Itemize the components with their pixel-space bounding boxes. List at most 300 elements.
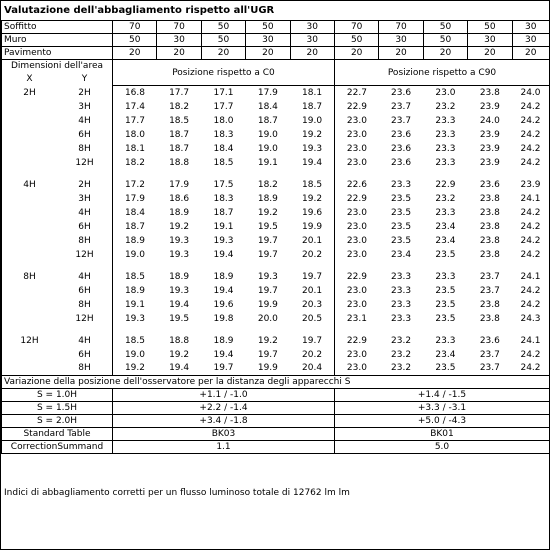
ugr-value-c90: 23.9 <box>479 143 500 154</box>
ugr-value-c90: 23.6 <box>479 335 500 346</box>
ugr-value-c90: 23.4 <box>435 349 456 360</box>
ugr-value-c0: 19.3 <box>213 235 234 246</box>
table-row <box>2 206 550 220</box>
reflectance-value: 20 <box>468 47 512 60</box>
ugr-value-c90: 24.2 <box>512 220 549 234</box>
reflectance-value: 50 <box>423 34 467 47</box>
ugr-value-c90: 22.9 <box>346 101 367 112</box>
ugr-value-c0: 18.9 <box>257 193 278 204</box>
ugr-value-c0: 18.2 <box>124 157 145 168</box>
ugr-value-c90: 23.5 <box>435 299 456 310</box>
header-row <box>2 60 550 73</box>
y-dimension: 6H <box>57 284 113 298</box>
spacer-cell <box>57 170 113 178</box>
ugr-value-c0: 19.1 <box>257 157 278 168</box>
ugr-value-c90: 24.2 <box>512 142 549 156</box>
ugr-value-c0: 18.9 <box>213 335 234 346</box>
room-dims-header: Dimensioni dell'area <box>2 60 113 73</box>
ugr-value-c90: 23.0 <box>346 207 367 218</box>
ugr-value-c90: 24.1 <box>512 334 549 348</box>
ugr-value-c90: 22.7 <box>346 87 367 98</box>
ugr-value-c0: 19.3 <box>257 271 278 282</box>
y-dimension: 2H <box>57 178 113 192</box>
x-dimension <box>2 100 58 114</box>
variation-c90: +1.4 / -1.5 <box>334 389 549 402</box>
ugr-value-c90: 23.3 <box>435 129 456 140</box>
reflectance-row <box>2 34 550 47</box>
ugr-value-c0: 19.3 <box>169 285 190 296</box>
ugr-value-c90: 24.2 <box>512 114 549 128</box>
correction-summand-c0: 1.1 <box>113 441 335 454</box>
ugr-value-c0: 19.0 <box>124 249 145 260</box>
ugr-value-c90: 23.2 <box>391 349 412 360</box>
reflectance-row <box>2 21 550 34</box>
ugr-value-c0: 19.0 <box>257 143 278 154</box>
ugr-value-c0: 19.7 <box>257 285 278 296</box>
ugr-value-c90: 23.2 <box>391 363 412 374</box>
spacer-cell <box>113 170 335 178</box>
c0-header: Posizione rispetto a C0 <box>113 60 335 86</box>
ugr-value-c0: 17.7 <box>213 101 234 112</box>
table-row <box>2 284 550 298</box>
ugr-value-c0: 19.4 <box>213 249 234 260</box>
ugr-value-c0: 17.4 <box>124 101 145 112</box>
ugr-value-c90: 23.8 <box>479 249 500 260</box>
ugr-value-c0: 19.9 <box>257 363 278 374</box>
ugr-value-c90: 23.7 <box>479 349 500 360</box>
ugr-value-c90: 23.3 <box>435 335 456 346</box>
spacing-label: S = 1.0H <box>2 389 113 402</box>
spacer-cell <box>57 326 113 334</box>
ugr-value-c0: 19.7 <box>290 270 334 284</box>
x-dimension <box>2 298 58 312</box>
spacer-cell <box>113 326 335 334</box>
reflectance-value: 50 <box>246 21 290 34</box>
ugr-value-c0: 20.2 <box>290 248 334 262</box>
variation-caption: Variazione della posizione dell'osservatore per la distanza degli apparecchi S <box>2 376 550 389</box>
ugr-value-c90: 23.5 <box>391 235 412 246</box>
ugr-value-c90: 22.9 <box>346 271 367 282</box>
ugr-value-c90: 23.8 <box>479 221 500 232</box>
reflectance-row <box>2 47 550 60</box>
ugr-value-c0: 18.7 <box>290 100 334 114</box>
reflectance-value: 20 <box>246 47 290 60</box>
variation-c90: +3.3 / -3.1 <box>334 402 549 415</box>
y-header: Y <box>57 73 113 86</box>
ugr-value-c90: 24.0 <box>512 86 549 100</box>
table-row <box>2 142 550 156</box>
reflectance-value: 20 <box>290 47 334 60</box>
ugr-value-c0: 19.4 <box>290 156 334 170</box>
ugr-value-c90: 23.7 <box>479 285 500 296</box>
y-dimension: 8H <box>57 298 113 312</box>
ugr-value-c90: 23.5 <box>435 249 456 260</box>
ugr-value-c90: 23.3 <box>435 271 456 282</box>
table-row <box>2 114 550 128</box>
reflectance-value: 20 <box>201 47 245 60</box>
ugr-value-c90: 24.2 <box>512 206 549 220</box>
reflectance-value: 50 <box>468 21 512 34</box>
ugr-value-c0: 19.4 <box>169 363 190 374</box>
y-dimension: 4H <box>57 270 113 284</box>
reflectance-value: 20 <box>113 47 157 60</box>
ugr-value-c0: 19.0 <box>257 129 278 140</box>
ugr-value-c0: 18.5 <box>124 335 145 346</box>
ugr-value-c0: 20.1 <box>290 234 334 248</box>
ugr-value-c0: 19.3 <box>169 249 190 260</box>
y-dimension: 12H <box>57 156 113 170</box>
ugr-value-c90: 23.4 <box>435 235 456 246</box>
reflectance-value: 30 <box>290 21 334 34</box>
ugr-value-c90: 23.9 <box>479 157 500 168</box>
spacer-cell <box>2 262 58 270</box>
ugr-value-c0: 19.4 <box>169 299 190 310</box>
variation-caption-row <box>2 376 550 389</box>
ugr-value-c90: 22.9 <box>346 193 367 204</box>
ugr-value-c90: 24.2 <box>512 284 549 298</box>
spacer-row <box>2 262 550 270</box>
x-dimension <box>2 206 58 220</box>
x-dimension <box>2 156 58 170</box>
ugr-value-c90: 23.0 <box>346 115 367 126</box>
table-row <box>2 270 550 284</box>
reflectance-value: 50 <box>201 21 245 34</box>
table-row <box>2 248 550 262</box>
ugr-value-c0: 19.7 <box>257 349 278 360</box>
reflectance-value: 50 <box>201 34 245 47</box>
ugr-value-c90: 24.1 <box>512 192 549 206</box>
reflectance-label: Muro <box>2 34 113 47</box>
ugr-value-c0: 19.2 <box>169 349 190 360</box>
ugr-value-c90: 23.0 <box>346 235 367 246</box>
x-dimension <box>2 284 58 298</box>
reflectance-value: 30 <box>290 34 334 47</box>
ugr-value-c90: 23.8 <box>479 313 500 324</box>
spacer-row <box>2 170 550 178</box>
reflectance-value: 30 <box>157 34 201 47</box>
ugr-value-c0: 20.0 <box>257 313 278 324</box>
ugr-value-c0: 19.9 <box>257 299 278 310</box>
ugr-value-c0: 19.3 <box>290 142 334 156</box>
ugr-value-c90: 23.8 <box>479 207 500 218</box>
ugr-value-c0: 17.5 <box>213 179 234 190</box>
table-row <box>2 156 550 170</box>
table-row <box>2 220 550 234</box>
ugr-value-c90: 23.0 <box>346 363 367 374</box>
ugr-value-c0: 18.9 <box>213 271 234 282</box>
ugr-value-c0: 18.6 <box>169 193 190 204</box>
ugr-value-c0: 19.3 <box>124 313 145 324</box>
spacer-cell <box>334 170 549 178</box>
ugr-table <box>1 20 550 454</box>
ugr-value-c90: 23.3 <box>435 143 456 154</box>
ugr-value-c0: 19.0 <box>124 349 145 360</box>
ugr-value-c90: 23.0 <box>346 221 367 232</box>
reflectance-value: 30 <box>512 21 549 34</box>
ugr-value-c0: 20.2 <box>290 348 334 362</box>
ugr-value-c90: 23.0 <box>346 299 367 310</box>
ugr-value-c0: 18.3 <box>213 193 234 204</box>
ugr-value-c0: 19.6 <box>290 206 334 220</box>
x-header: X <box>2 73 58 86</box>
ugr-value-c90: 23.7 <box>391 101 412 112</box>
ugr-value-c90: 23.2 <box>435 101 456 112</box>
ugr-value-c90: 23.7 <box>479 271 500 282</box>
ugr-value-c90: 23.2 <box>435 193 456 204</box>
y-dimension: 6H <box>57 348 113 362</box>
y-dimension: 6H <box>57 220 113 234</box>
variation-c90: +5.0 / -4.3 <box>334 415 549 428</box>
footer-note: Indici di abbagliamento corretti per un flusso luminoso totale di 12762 lm lm <box>4 488 350 498</box>
ugr-value-c90: 23.2 <box>391 335 412 346</box>
spacer-cell <box>113 262 335 270</box>
x-dimension <box>2 128 58 142</box>
ugr-value-c0: 17.7 <box>169 87 190 98</box>
x-dimension <box>2 220 58 234</box>
ugr-value-c90: 22.9 <box>435 179 456 190</box>
variation-c0: +1.1 / -1.0 <box>113 389 335 402</box>
variation-row <box>2 402 550 415</box>
standard-table-row <box>2 428 550 441</box>
ugr-value-c90: 22.9 <box>346 335 367 346</box>
y-dimension: 8H <box>57 142 113 156</box>
reflectance-value: 20 <box>512 47 549 60</box>
ugr-value-c90: 22.6 <box>346 179 367 190</box>
reflectance-value: 20 <box>379 47 423 60</box>
ugr-value-c0: 18.5 <box>169 115 190 126</box>
ugr-value-c90: 23.0 <box>346 143 367 154</box>
ugr-value-c90: 23.9 <box>479 101 500 112</box>
x-dimension: 12H <box>2 334 58 348</box>
ugr-value-c0: 16.8 <box>124 87 145 98</box>
ugr-value-c90: 23.3 <box>435 207 456 218</box>
ugr-value-c90: 23.6 <box>391 87 412 98</box>
reflectance-value: 20 <box>334 47 378 60</box>
ugr-value-c90: 23.4 <box>435 221 456 232</box>
ugr-value-c0: 17.1 <box>213 87 234 98</box>
ugr-value-c0: 19.1 <box>124 299 145 310</box>
ugr-value-c0: 20.1 <box>290 284 334 298</box>
ugr-value-c90: 23.7 <box>479 363 500 374</box>
reflectance-value: 50 <box>334 34 378 47</box>
ugr-value-c0: 17.9 <box>124 193 145 204</box>
y-dimension: 12H <box>57 248 113 262</box>
table-row <box>2 298 550 312</box>
ugr-value-c0: 18.4 <box>124 207 145 218</box>
ugr-value-c0: 19.2 <box>257 335 278 346</box>
reflectance-value: 20 <box>423 47 467 60</box>
ugr-value-c0: 19.3 <box>169 235 190 246</box>
variation-row <box>2 389 550 402</box>
ugr-value-c90: 23.5 <box>435 285 456 296</box>
x-dimension: 4H <box>2 178 58 192</box>
ugr-value-c0: 19.4 <box>213 285 234 296</box>
x-dimension <box>2 348 58 362</box>
ugr-value-c0: 18.8 <box>169 335 190 346</box>
ugr-value-c90: 23.8 <box>479 193 500 204</box>
correction-summand-label: CorrectionSummand <box>2 441 113 454</box>
ugr-value-c90: 23.5 <box>435 363 456 374</box>
correction-summand-row <box>2 441 550 454</box>
spacer-cell <box>2 170 58 178</box>
ugr-value-c90: 23.0 <box>346 285 367 296</box>
y-dimension: 3H <box>57 192 113 206</box>
ugr-value-c90: 23.3 <box>391 271 412 282</box>
y-dimension: 3H <box>57 100 113 114</box>
y-dimension: 8H <box>57 234 113 248</box>
y-dimension: 4H <box>57 206 113 220</box>
ugr-value-c0: 19.7 <box>290 334 334 348</box>
ugr-value-c90: 24.0 <box>479 115 500 126</box>
ugr-value-c90: 23.6 <box>391 129 412 140</box>
x-dimension: 2H <box>2 86 58 100</box>
ugr-value-c90: 23.6 <box>479 179 500 190</box>
ugr-value-c0: 19.7 <box>213 363 234 374</box>
ugr-value-c0: 19.5 <box>257 221 278 232</box>
reflectance-value: 70 <box>113 21 157 34</box>
table-row <box>2 362 550 376</box>
ugr-value-c0: 19.2 <box>257 207 278 218</box>
reflectance-value: 30 <box>512 34 549 47</box>
reflectance-label: Pavimento <box>2 47 113 60</box>
ugr-value-c90: 23.0 <box>346 349 367 360</box>
c90-header: Posizione rispetto a C90 <box>334 60 549 86</box>
ugr-value-c0: 18.0 <box>124 129 145 140</box>
x-dimension <box>2 234 58 248</box>
ugr-value-c0: 19.2 <box>290 128 334 142</box>
ugr-value-c90: 23.5 <box>391 207 412 218</box>
ugr-value-c0: 18.2 <box>169 101 190 112</box>
ugr-value-c0: 18.9 <box>169 271 190 282</box>
ugr-value-c0: 18.4 <box>257 101 278 112</box>
x-dimension <box>2 312 58 326</box>
table-row <box>2 100 550 114</box>
standard-table-c0: BK03 <box>113 428 335 441</box>
variation-c0: +2.2 / -1.4 <box>113 402 335 415</box>
y-dimension: 4H <box>57 114 113 128</box>
reflectance-label: Soffitto <box>2 21 113 34</box>
reflectance-value: 70 <box>379 21 423 34</box>
ugr-value-c0: 18.9 <box>124 235 145 246</box>
ugr-value-c90: 23.0 <box>435 87 456 98</box>
ugr-value-c90: 24.2 <box>512 100 549 114</box>
ugr-value-c0: 19.0 <box>290 114 334 128</box>
ugr-value-c90: 23.6 <box>391 157 412 168</box>
ugr-value-c90: 23.9 <box>512 178 549 192</box>
ugr-value-c90: 24.2 <box>512 362 549 376</box>
y-dimension: 4H <box>57 334 113 348</box>
ugr-value-c0: 20.3 <box>290 298 334 312</box>
ugr-value-c0: 19.6 <box>213 299 234 310</box>
ugr-value-c90: 23.1 <box>346 313 367 324</box>
y-dimension: 8H <box>57 362 113 376</box>
table-row <box>2 348 550 362</box>
ugr-value-c0: 19.8 <box>213 313 234 324</box>
reflectance-value: 30 <box>379 34 423 47</box>
ugr-value-c0: 18.1 <box>290 86 334 100</box>
ugr-value-c90: 23.0 <box>346 157 367 168</box>
ugr-value-c0: 19.9 <box>290 220 334 234</box>
ugr-value-c0: 19.2 <box>124 363 145 374</box>
variation-row <box>2 415 550 428</box>
ugr-value-c90: 24.2 <box>512 156 549 170</box>
x-dimension: 8H <box>2 270 58 284</box>
table-row <box>2 128 550 142</box>
ugr-table-body <box>2 21 550 454</box>
ugr-value-c0: 17.9 <box>169 179 190 190</box>
x-dimension <box>2 142 58 156</box>
reflectance-value: 30 <box>246 34 290 47</box>
table-row <box>2 312 550 326</box>
ugr-value-c0: 18.8 <box>169 157 190 168</box>
ugr-value-c90: 24.2 <box>512 234 549 248</box>
table-row <box>2 234 550 248</box>
ugr-value-c90: 24.2 <box>512 128 549 142</box>
ugr-value-c90: 23.3 <box>435 115 456 126</box>
ugr-value-c0: 18.7 <box>124 221 145 232</box>
ugr-value-c0: 17.2 <box>124 179 145 190</box>
ugr-value-c0: 17.7 <box>124 115 145 126</box>
ugr-value-c90: 23.5 <box>391 221 412 232</box>
reflectance-value: 20 <box>157 47 201 60</box>
reflectance-value: 30 <box>468 34 512 47</box>
ugr-value-c90: 23.4 <box>391 249 412 260</box>
y-dimension: 6H <box>57 128 113 142</box>
table-row <box>2 192 550 206</box>
ugr-value-c90: 23.3 <box>391 179 412 190</box>
ugr-value-c0: 19.1 <box>213 221 234 232</box>
spacing-label: S = 1.5H <box>2 402 113 415</box>
x-dimension <box>2 192 58 206</box>
reflectance-value: 50 <box>423 21 467 34</box>
ugr-value-c0: 19.2 <box>290 192 334 206</box>
ugr-value-c0: 18.7 <box>257 115 278 126</box>
ugr-value-c90: 23.8 <box>479 235 500 246</box>
spacer-cell <box>2 326 58 334</box>
ugr-value-c90: 23.3 <box>391 313 412 324</box>
y-dimension: 2H <box>57 86 113 100</box>
standard-table-label: Standard Table <box>2 428 113 441</box>
ugr-value-c90: 23.7 <box>391 115 412 126</box>
x-dimension <box>2 114 58 128</box>
ugr-value-c0: 17.9 <box>257 87 278 98</box>
ugr-value-c90: 23.5 <box>391 193 412 204</box>
reflectance-value: 70 <box>157 21 201 34</box>
variation-c0: +3.4 / -1.8 <box>113 415 335 428</box>
ugr-value-c0: 20.4 <box>290 362 334 376</box>
ugr-value-c0: 18.2 <box>257 179 278 190</box>
ugr-value-c0: 18.4 <box>213 143 234 154</box>
spacer-cell <box>334 262 549 270</box>
ugr-value-c0: 19.5 <box>169 313 190 324</box>
ugr-value-c90: 23.0 <box>346 249 367 260</box>
ugr-value-c0: 18.0 <box>213 115 234 126</box>
ugr-value-c90: 23.3 <box>435 157 456 168</box>
ugr-value-c0: 18.3 <box>213 129 234 140</box>
ugr-value-c90: 23.8 <box>479 87 500 98</box>
y-dimension: 12H <box>57 312 113 326</box>
table-row <box>2 178 550 192</box>
spacing-label: S = 2.0H <box>2 415 113 428</box>
reflectance-value: 50 <box>113 34 157 47</box>
ugr-value-c90: 24.2 <box>512 248 549 262</box>
x-dimension <box>2 362 58 376</box>
ugr-value-c0: 18.7 <box>213 207 234 218</box>
correction-summand-c90: 5.0 <box>334 441 549 454</box>
spacer-cell <box>334 326 549 334</box>
ugr-value-c90: 23.3 <box>391 299 412 310</box>
ugr-value-c90: 23.5 <box>435 313 456 324</box>
